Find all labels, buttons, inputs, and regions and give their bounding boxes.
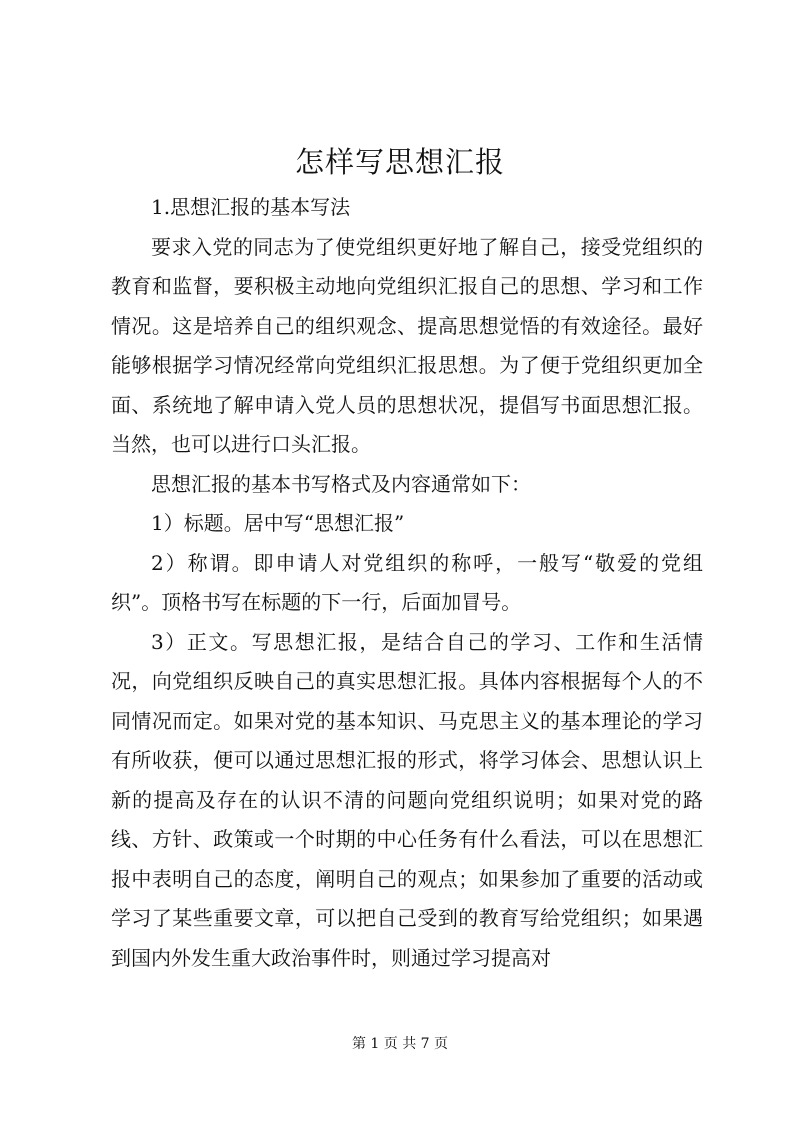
list-item: 2）称谓。即申请人对党组织的称呼，一般写“敬爱的党组织”。顶格书写在标题的下一行，后面加冒号。: [111, 550, 703, 614]
list-item: 1）标题。居中写“思想汇报”: [151, 511, 405, 535]
list-item: 3）正文。写思想汇报，是结合自己的学习、工作和生活情况，向党组织反映自己的真实思想汇报。具体内容根据每个人的不同情况而定。如果对党的基本知识、马克思主义的基本理论的学习有所收获，便可以通过思想汇报的形式，将学习体会、思想认识上新的提高及存在的认识不清的问题向党组织说明；如果对党的路线、方针、政策或一个时期的中心任务有什么看法，可以在思想汇报中表明自己的态度，阐明自己的观点；如果参加了重要的活动或学习了某些重要文章，可以把自己受到的教育写给党组织；如果遇到国内外发生重大政治事件时，则通过学习提高对: [111, 629, 703, 970]
document-body: [111, 188, 703, 978]
body-paragraph: 要求入党的同志为了使党组织更好地了解自己，接受党组织的教育和监督，要积极主动地向党组织汇报自己的思想、学习和工作情况。这是培养自己的组织观念、提高思想觉悟的有效途径。最好能够根据学习情况经常向党组织汇报思想。为了便于党组织更加全面、系统地了解申请入党人员的思想状况，提倡写书面思想汇报。当然，也可以进行口头汇报。: [111, 234, 703, 456]
page-footer: 第 1 页 共 7 页: [351, 1036, 449, 1052]
document-title: 怎样写思想汇报: [294, 145, 505, 179]
body-paragraph: 思想汇报的基本书写格式及内容通常如下：: [151, 471, 531, 496]
section-heading: 1.思想汇报的基本写法: [151, 195, 351, 219]
